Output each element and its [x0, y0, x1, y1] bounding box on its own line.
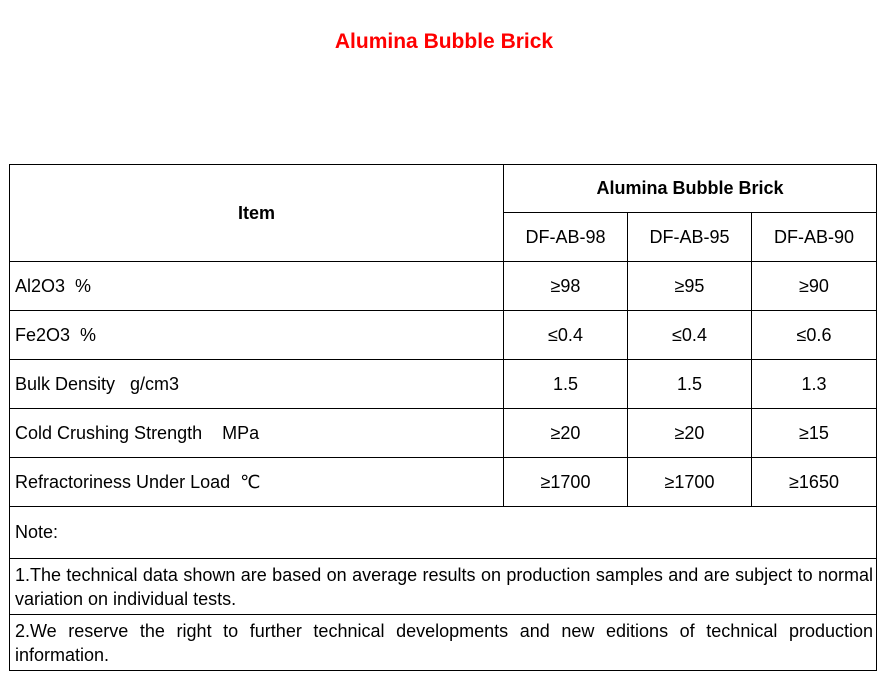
value-cell: ≥20: [504, 409, 628, 458]
table-row: [10, 262, 877, 311]
table-row: [10, 311, 877, 360]
page-title: Alumina Bubble Brick: [334, 30, 554, 53]
table-row: [10, 360, 877, 409]
value-cell: ≥1650: [752, 458, 877, 507]
spec-table: [9, 164, 877, 671]
grade-header: DF-AB-98: [504, 213, 628, 262]
table-row: [10, 458, 877, 507]
note-text: 1.The technical data shown are based on average results on production samples and are subject to normal variation on individual tests.: [10, 559, 877, 615]
value-cell: ≥1700: [504, 458, 628, 507]
note-row: [10, 615, 877, 671]
property-label: Refractoriness Under Load ℃: [10, 458, 504, 507]
value-cell: ≥95: [628, 262, 752, 311]
note-heading-row: [10, 507, 877, 559]
value-cell: ≥1700: [628, 458, 752, 507]
value-cell: ≥90: [752, 262, 877, 311]
value-cell: ≤0.4: [628, 311, 752, 360]
value-cell: 1.3: [752, 360, 877, 409]
value-cell: ≥15: [752, 409, 877, 458]
note-heading: Note:: [10, 507, 877, 559]
note-row: [10, 559, 877, 615]
value-cell: 1.5: [504, 360, 628, 409]
header-row: [10, 165, 877, 213]
item-header: Item: [10, 165, 504, 262]
value-cell: 1.5: [628, 360, 752, 409]
value-cell: ≤0.6: [752, 311, 877, 360]
value-cell: ≥98: [504, 262, 628, 311]
property-label: Cold Crushing Strength MPa: [10, 409, 504, 458]
property-label: Al2O3 %: [10, 262, 504, 311]
property-label: Bulk Density g/cm3: [10, 360, 504, 409]
note-text: 2.We reserve the right to further technical developments and new editions of technical production information.: [10, 615, 877, 671]
table-row: [10, 409, 877, 458]
value-cell: ≤0.4: [504, 311, 628, 360]
grade-header: DF-AB-90: [752, 213, 877, 262]
group-header: Alumina Bubble Brick: [504, 165, 877, 213]
property-label: Fe2O3 %: [10, 311, 504, 360]
grade-header: DF-AB-95: [628, 213, 752, 262]
value-cell: ≥20: [628, 409, 752, 458]
